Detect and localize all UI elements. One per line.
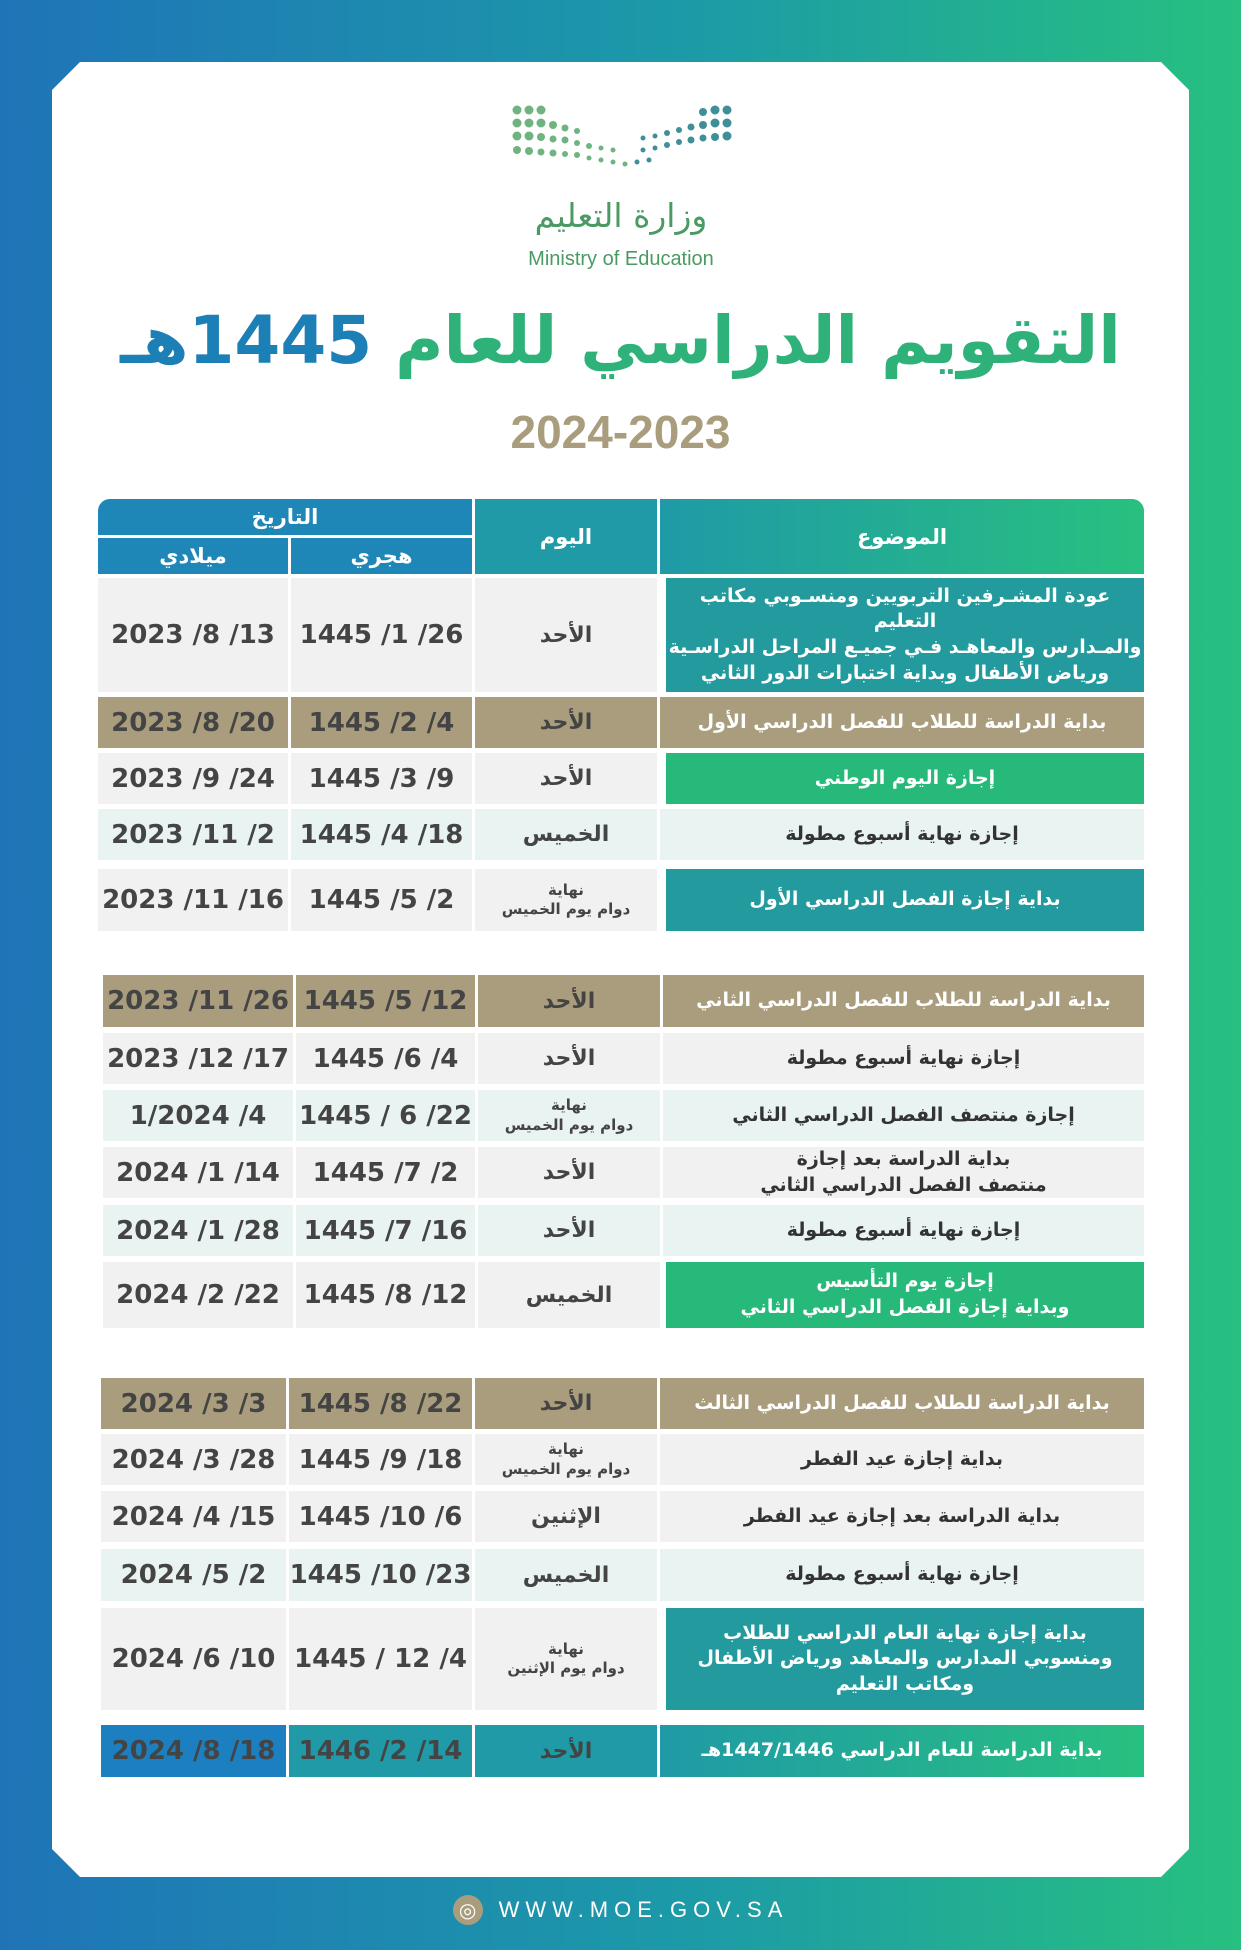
table-row-day: [478, 1090, 660, 1141]
subject-text: بداية الدراسة للطلاب للفصل الدراسي الثالث: [694, 1391, 1110, 1414]
header-gregorian: ميلادي: [98, 538, 288, 574]
table-row-day: الأحد: [478, 975, 660, 1027]
table-row-subject: [660, 1434, 1144, 1485]
footer: [0, 1890, 1241, 1930]
table-row-day: الخميس: [475, 809, 657, 860]
subject-text: عودة المشـرفين التربويين ومنسـوبي مكاتب التعليم والمـدارس والمعاهـد فـي جميـع المراحل الدراسـية ورياض الأطفال وبداية اختبارات الدور الثاني: [668, 584, 1142, 684]
day-note-top: نهاية: [551, 1096, 587, 1114]
table-row-day: الأحد: [475, 697, 657, 748]
table-row-gregorian: 28/ 3/ 2024: [101, 1434, 286, 1485]
table-row-subject: [663, 1090, 1144, 1141]
subject-text: بداية الدراسة بعد إجازة منتصف الفصل الدراسي الثاني: [760, 1147, 1047, 1196]
day-note-bottom: دوام يوم الخميس: [504, 1115, 634, 1134]
day-note-top: نهاية: [548, 1639, 584, 1658]
table-row-day: [475, 1608, 657, 1710]
subject-text: إجازة منتصف الفصل الدراسي الثاني: [732, 1103, 1075, 1126]
subject-text: إجازة يوم التأسيس وبداية إجازة الفصل الدراسي الثاني: [740, 1270, 1070, 1318]
table-row-gregorian: 3/ 3/ 2024: [101, 1378, 286, 1429]
subject-text: إجازة نهاية أسبوع مطولة: [786, 1218, 1021, 1241]
header-day: اليوم: [475, 499, 657, 574]
table-row-day: الأحد: [475, 1378, 657, 1429]
subject-text: إجازة نهاية أسبوع مطولة: [785, 1563, 1019, 1586]
logo-english-text: Ministry of Education: [528, 248, 714, 270]
table-row-subject: [666, 753, 1144, 804]
subject-text: بداية الدراسة للعام الدراسي 1447/1446هـ: [701, 1739, 1103, 1762]
table-row-day: الأحد: [478, 1205, 660, 1256]
table-row-gregorian: 15/ 4/ 2024: [101, 1491, 286, 1542]
table-row-subject: [660, 1549, 1144, 1601]
table-row-subject: [663, 1033, 1144, 1084]
subject-text: إجازة اليوم الوطني: [814, 766, 996, 789]
table-row-hijri: 12/ 5/ 1445: [296, 975, 475, 1027]
subject-text: إجازة نهاية أسبوع مطولة: [785, 822, 1019, 845]
table-row-gregorian: 20/ 8/ 2023: [98, 697, 288, 748]
table-row-gregorian: 2/ 11/ 2023: [98, 809, 288, 860]
table-row-hijri: 23/ 10/ 1445: [289, 1549, 472, 1601]
day-note-top: نهاية: [548, 880, 584, 899]
table-row-hijri: 18/ 9/ 1445: [289, 1434, 472, 1485]
table-row-subject: [660, 697, 1144, 748]
subject-text: بداية إجازة عيد الفطر: [801, 1447, 1003, 1470]
table-row-gregorian: 10/ 6/ 2024: [101, 1608, 286, 1710]
table-row-gregorian: 28/ 1/ 2024: [103, 1205, 293, 1256]
table-row-subject: [666, 1608, 1144, 1710]
globe-icon: ◎: [453, 1895, 483, 1925]
table-row-hijri: 22/ 8/ 1445: [289, 1378, 472, 1429]
table-row-hijri: 18/ 4/ 1445: [291, 809, 472, 860]
table-row-gregorian: 16/ 11/ 2023: [98, 869, 288, 931]
gregorian-years: 2024-2023: [510, 406, 731, 458]
ministry-logo-icon: [512, 104, 732, 174]
title-text: التقويم الدراسي للعام: [372, 302, 1121, 379]
table-row-subject: [660, 809, 1144, 860]
day-note-bottom: دوام يوم الخميس: [501, 900, 631, 918]
table-row-day: الأحد: [478, 1033, 660, 1084]
table-row-hijri: 22/ 6 / 1445: [296, 1090, 475, 1141]
table-row-day: [475, 1434, 657, 1485]
subject-text: بداية الدراسة للطلاب للفصل الدراسي الأول: [697, 710, 1107, 733]
table-row-subject: [663, 1147, 1144, 1198]
logo-arabic-text: وزارة التعليم: [534, 196, 708, 235]
table-row-gregorian: 2/ 5/ 2024: [101, 1549, 286, 1601]
table-row-day: الخميس: [475, 1549, 657, 1601]
website-link[interactable]: WWW.MOE.GOV.SA: [498, 1897, 789, 1922]
day-note-bottom: دوام يوم الإثنين: [507, 1659, 625, 1677]
table-row-day: الإثنين: [475, 1491, 657, 1542]
table-row-day: الأحد: [478, 1147, 660, 1198]
header-hijri: هجري: [291, 538, 472, 574]
subject-text: بداية إجازة نهاية العام الدراسي للطلاب ومنسوبي المدارس والمعاهد ورياض الأطفال ومكاتب التعليم: [697, 1621, 1113, 1695]
table-row-hijri: 4/ 2/ 1445: [291, 697, 472, 748]
table-row-hijri: 4/ 12 / 1445: [289, 1608, 472, 1710]
day-note-top: نهاية: [548, 1440, 584, 1458]
table-row-hijri: 9/ 3/ 1445: [291, 753, 472, 804]
page-title: [0, 302, 1241, 379]
table-row-gregorian: 13/ 8/ 2023: [98, 578, 288, 692]
table-row-subject: [666, 1262, 1144, 1328]
table-row-hijri: 14/ 2/ 1446: [289, 1725, 472, 1777]
table-row-subject: [666, 578, 1144, 692]
table-row-gregorian: 24/ 9/ 2023: [98, 753, 288, 804]
table-row-hijri: 6/ 10/ 1445: [289, 1491, 472, 1542]
table-row-gregorian: 22/ 2/ 2024: [103, 1262, 293, 1328]
table-row-gregorian: 26/ 11/ 2023: [103, 975, 293, 1027]
table-row-subject: [660, 1378, 1144, 1429]
table-row-subject: [660, 1725, 1144, 1777]
table-row-gregorian: 14/ 1/ 2024: [103, 1147, 293, 1198]
table-row-day: [475, 869, 657, 931]
table-row-subject: [663, 1205, 1144, 1256]
table-row-subject: [660, 1491, 1144, 1542]
table-row-hijri: 26/ 1/ 1445: [291, 578, 472, 692]
table-row-subject: [666, 869, 1144, 931]
table-row-day: الأحد: [475, 753, 657, 804]
subject-text: إجازة نهاية أسبوع مطولة: [786, 1046, 1021, 1069]
table-row-subject: [663, 975, 1144, 1027]
title-year: 1445هـ: [120, 302, 373, 379]
table-row-day: الخميس: [478, 1262, 660, 1328]
header-date: التاريخ: [98, 499, 472, 535]
table-row-hijri: 2/ 7/ 1445: [296, 1147, 475, 1198]
table-row-hijri: 16/ 7/ 1445: [296, 1205, 475, 1256]
table-row-gregorian: 4/ 1/2024: [103, 1090, 293, 1141]
subject-text: بداية إجازة الفصل الدراسي الأول: [749, 888, 1061, 911]
table-row-hijri: 2/ 5/ 1445: [291, 869, 472, 931]
table-row-gregorian: 18/ 8/ 2024: [101, 1725, 286, 1777]
table-row-hijri: 12/ 8/ 1445: [296, 1262, 475, 1328]
header-subject: الموضوع: [660, 499, 1144, 574]
table-row-day: الأحد: [475, 578, 657, 692]
subject-text: بداية الدراسة بعد إجازة عيد الفطر: [743, 1504, 1061, 1527]
day-note-bottom: دوام يوم الخميس: [501, 1459, 631, 1478]
table-row-day: الأحد: [475, 1725, 657, 1777]
table-row-gregorian: 17/ 12/ 2023: [103, 1033, 293, 1084]
subject-text: بداية الدراسة للطلاب للفصل الدراسي الثاني: [696, 989, 1111, 1012]
table-row-hijri: 4/ 6/ 1445: [296, 1033, 475, 1084]
